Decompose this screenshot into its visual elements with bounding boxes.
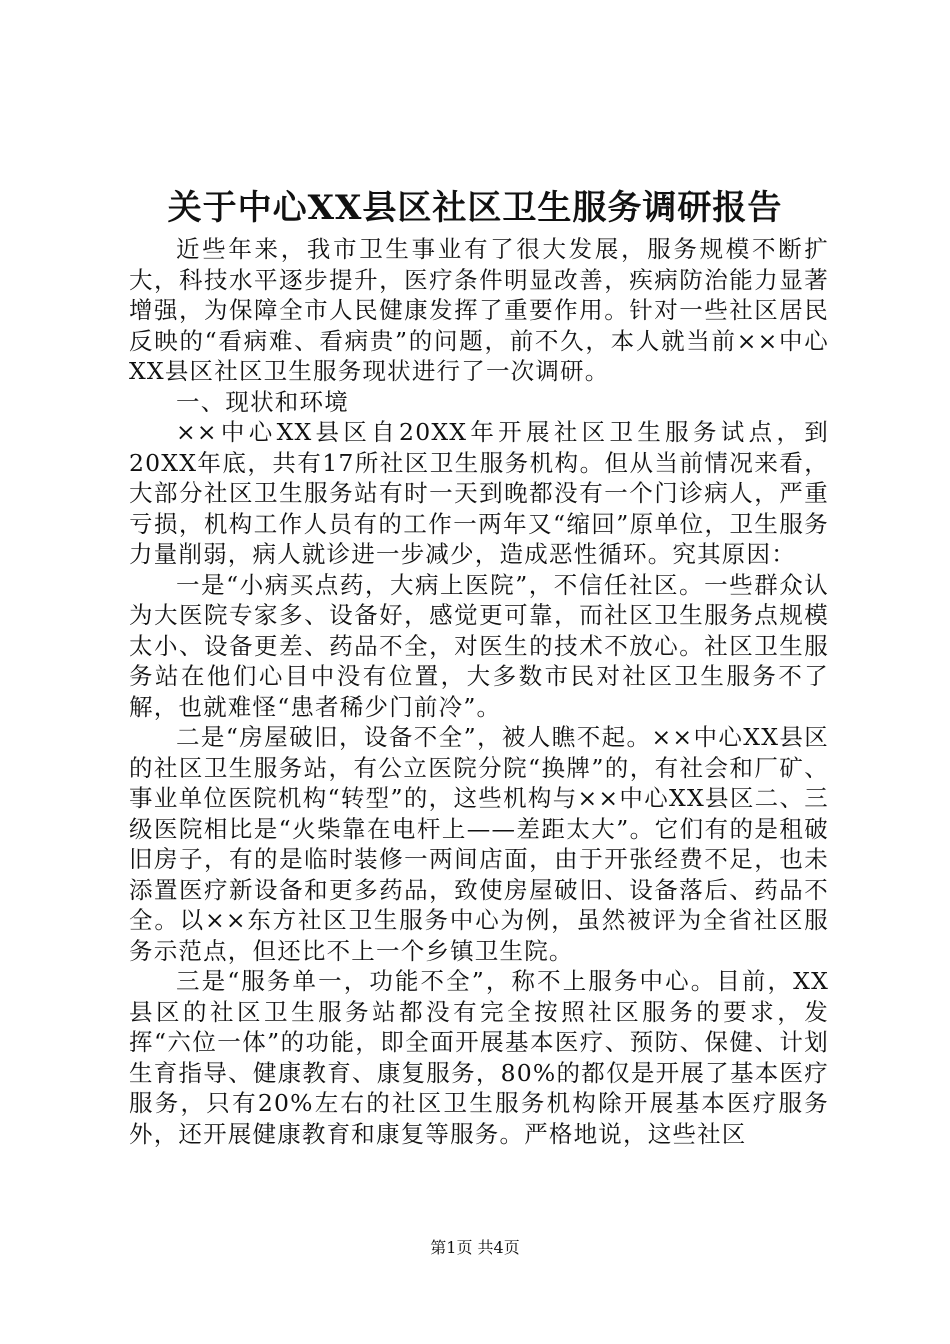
paragraph-status: ××中心XX县区自20XX年开展社区卫生服务试点，到20XX年底，共有17所社区卫生服务机构。但从当前情况来看，大部分社区卫生服务站有时一天到晚都没有一个门诊病人，严重亏损，机构工作人员有的工作一两年又“缩回”原单位，卫生服务力量削弱，病人就诊进一步减少，造成恶性循环。究其原因： [129, 418, 829, 568]
page-footer: 第1页 共4页 [430, 1238, 520, 1257]
document-title: 关于中心XX县区社区卫生服务调研报告 [167, 188, 783, 228]
paragraph-reason-three: 三是“服务单一，功能不全”，称不上服务中心。目前，XX县区的社区卫生服务站都没有完全按照社区服务的要求，发挥“六位一体”的功能，即全面开展基本医疗、预防、保健、计划生育指导、健康教育、康复服务，80%的都仅是开展了基本医疗服务，只有20%左右的社区卫生服务机构除开展基本医疗服务外，还开展健康教育和康复等服务。严格地说，这些社区 [129, 967, 829, 1148]
document-body [129, 234, 829, 1149]
section-heading: 一、现状和环境 [176, 387, 349, 416]
paragraph-intro: 近些年来，我市卫生事业有了很大发展，服务规模不断扩大，科技水平逐步提升，医疗条件明显改善，疾病防治能力显著增强，为保障全市人民健康发挥了重要作用。针对一些社区居民反映的“看病难、看病贵”的问题，前不久，本人就当前××中心XX县区社区卫生服务现状进行了一次调研。 [129, 235, 829, 385]
paragraph-reason-two: 二是“房屋破旧，设备不全”，被人瞧不起。××中心XX县区的社区卫生服务站，有公立医院分院“换牌”的，有社会和厂矿、事业单位医院机构“转型”的，这些机构与××中心XX县区二、三级医院相比是“火柴靠在电杆上——差距太大”。它们有的是租破旧房子，有的是临时装修一两间店面，由于开张经费不足，也未添置医疗新设备和更多药品，致使房屋破旧、设备落后、药品不全。以××东方社区卫生服务中心为例，虽然被评为全省社区服务示范点，但还比不上一个乡镇卫生院。 [129, 723, 829, 965]
paragraph-reason-one: 一是“小病买点药，大病上医院”，不信任社区。一些群众认为大医院专家多、设备好，感觉更可靠，而社区卫生服务点规模太小、设备更差、药品不全，对医生的技术不放心。社区卫生服务站在他们心目中没有位置，大多数市民对社区卫生服务不了解，也就难怪“患者稀少门前冷”。 [129, 570, 829, 721]
